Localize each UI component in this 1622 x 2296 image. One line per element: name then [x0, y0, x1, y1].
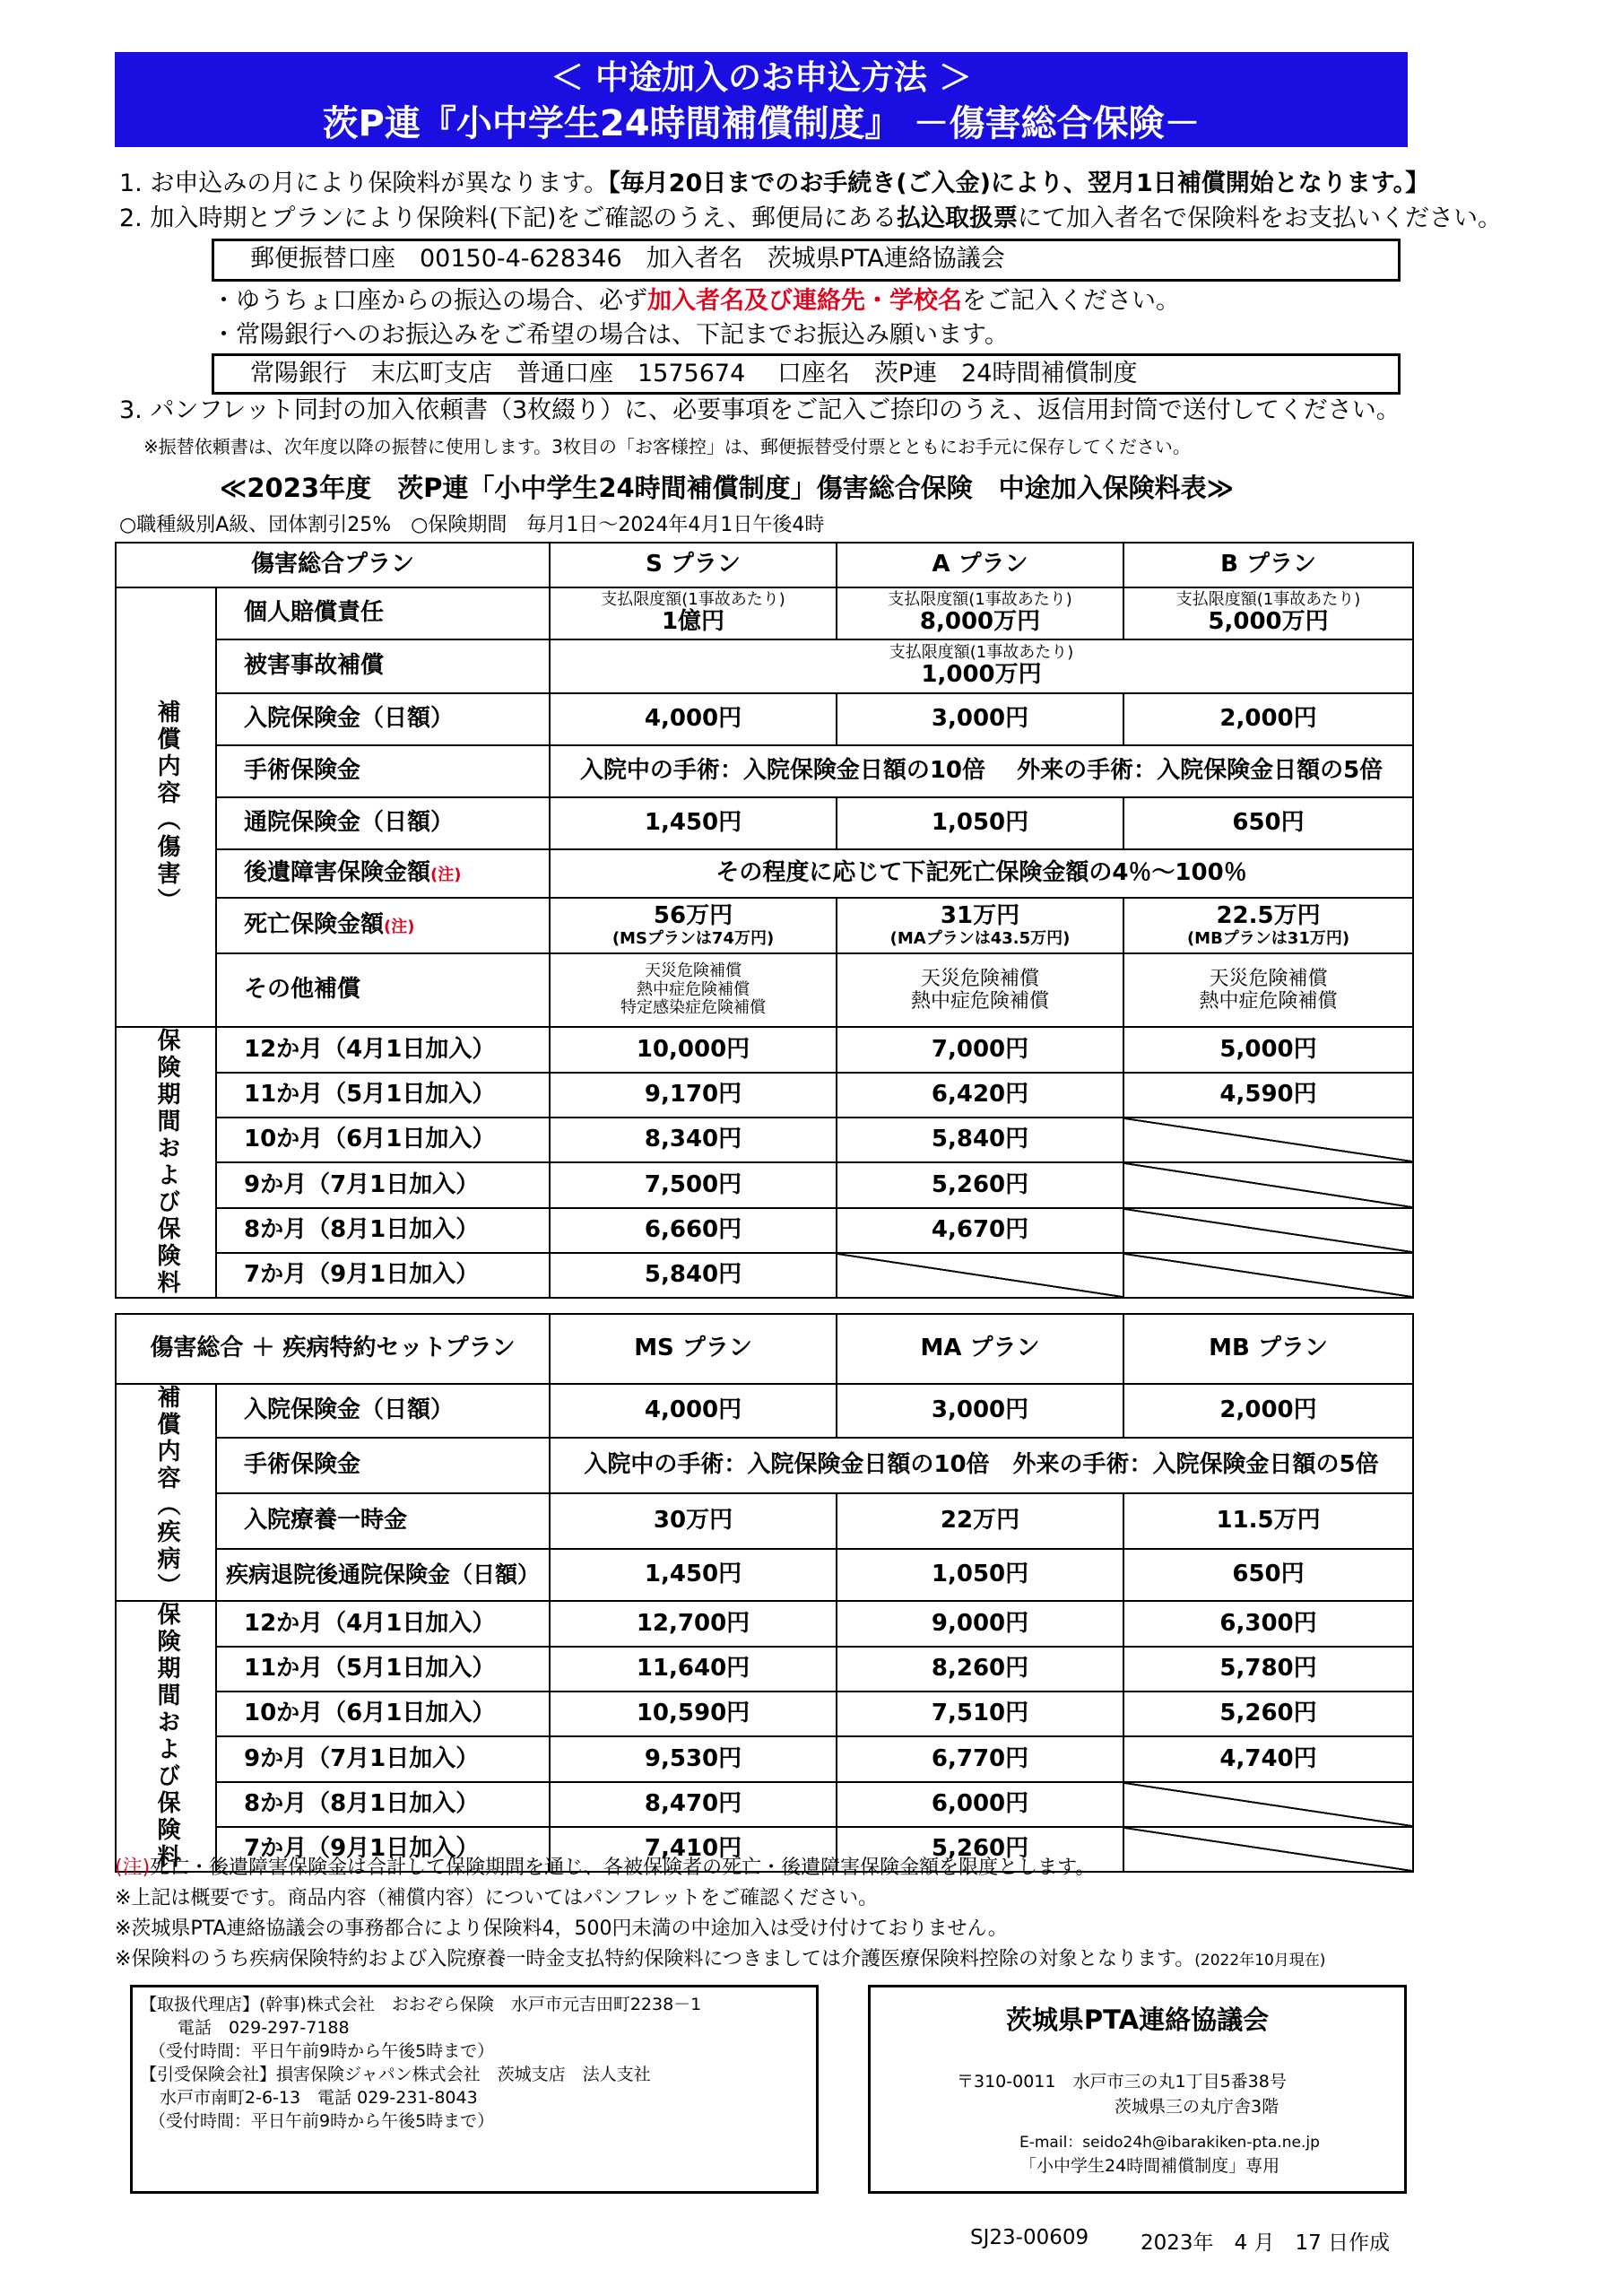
plan-ma-head: MA プラン	[837, 1314, 1123, 1384]
step-2: 2. 加入時期とプランにより保険料(下記)をご確認のうえ、郵便局にある払込取扱票にて加入者名で保険料をお支払いください。	[119, 204, 1503, 232]
plan-ms-head: MS プラン	[550, 1314, 837, 1384]
table-row: 被害事故補償 支払限度額(1事故あたり) 1,000万円	[116, 639, 1413, 693]
council-email: E-mail：seido24h@ibarakiken-pta.ne.jp	[1019, 2134, 1320, 2152]
doc-code: SJ23-00609	[970, 2226, 1089, 2249]
table-row: 手術保険金 入院中の手術：入院保険金日額の10倍 外来の手術：入院保険金日額の5倍	[116, 745, 1413, 797]
not-available-cell	[1123, 1253, 1413, 1298]
table-row: 8か月（8月1日加入） 8,470円 6,000円	[116, 1782, 1413, 1827]
table-row: 8か月（8月1日加入） 6,660円 4,670円	[116, 1208, 1413, 1253]
yucho-note: ・ゆうちょ口座からの振込の場合、必ず加入者名及び連絡先・学校名をご記入ください。	[212, 287, 1180, 315]
agency-box: 【取扱代理店】(幹事)株式会社 おおぞら保険 水戸市元吉田町2238－1 電話 029-297-7188 （受付時間：平日午前9時から午後5時まで） 【引受保険会社】損害保険ジャパン株式会社 茨城支店 法人支社 水戸市南町2-6-13 電話 029-231-8043 （受付時間：平日午前9時から午後5時まで）	[130, 1985, 819, 2194]
table-row: その他補償 天災危険補償 熱中症危険補償 特定感染症危険補償 天災危険補償 熱中症危険補償 天災危険補償 熱中症危険補償	[116, 953, 1413, 1027]
premium-group-label-2: 保険期間および保険料	[116, 1601, 216, 1872]
table-title: ≪2023年度 茨P連「小中学生24時間補償制度」傷害総合保険 中途加入保険料表≫	[220, 473, 1235, 503]
plan2-head-label: 傷害総合 ＋ 疾病特約セットプラン	[116, 1314, 550, 1384]
conditions: ○職種級別A級、団体割引25% ○保険期間 毎月1日～2024年4月1日午後4時	[119, 514, 825, 536]
plan1-head	[116, 543, 1413, 587]
premium-group-label: 保険期間および保険料	[116, 1027, 216, 1298]
plan-mb-head: MB プラン	[1123, 1314, 1413, 1384]
plan-a-head: A プラン	[837, 543, 1123, 587]
table-row: 保険期間および保険料 12か月（4月1日加入） 12,700円 9,000円 6,300円	[116, 1601, 1413, 1647]
step-1: 1. お申込みの月により保険料が異なります。【毎月20日までのお手続き(ご入金)により、翌月1日補償開始となります。】	[119, 170, 1430, 197]
table-row: 9か月（7月1日加入） 7,500円 5,260円	[116, 1162, 1413, 1207]
plan-b-head: B プラン	[1123, 543, 1413, 587]
notes	[115, 1853, 1325, 1976]
table-row: 7か月（9月1日加入） 7,410円 5,260円	[116, 1827, 1413, 1872]
table-row: 手術保険金 入院中の手術：入院保険金日額の10倍 外来の手術：入院保険金日額の5倍	[116, 1438, 1413, 1493]
title-line2: 茨P連『小中学生24時間補償制度』 －傷害総合保険－	[322, 103, 1201, 144]
note-1: (注)死亡・後遺障害保険金は合計して保険期間を通じ、各被保険者の死亡・後遺障害保険金額を限度とします。	[115, 1857, 1096, 1879]
step-3: 3. パンフレット同封の加入依頼書（3枚綴り）に、必要事項をご記入ご捺印のうえ、返信用封筒で送付してください。	[119, 396, 1401, 424]
note-4: ※保険料のうち疾病保険特約および入院療養一時金支払特約保険料につきましては介護医療保険料控除の対象となります。(2022年10月現在)	[115, 1948, 1326, 1970]
table-row: 保険期間および保険料 12か月（4月1日加入） 10,000円 7,000円 5,000円	[116, 1027, 1413, 1073]
note-2: ※上記は概要です。商品内容（補償内容）についてはパンフレットをご確認ください。	[115, 1887, 879, 1909]
table-row: 入院療養一時金 30万円 22万円 11.5万円	[116, 1493, 1413, 1549]
table-row: 補償内容（疾病） 入院保険金（日額） 4,000円 3,000円 2,000円	[116, 1384, 1413, 1438]
not-available-cell	[1123, 1208, 1413, 1253]
note-3: ※茨城県PTA連絡協議会の事務都合により保険料4，500円未満の中途加入は受け付けておりません。	[115, 1918, 1008, 1940]
table-row: 9か月（7月1日加入） 9,530円 6,770円 4,740円	[116, 1736, 1413, 1781]
council-box: 茨城県PTA連絡協議会 〒310-0011 水戸市三の丸1丁目5番38号 茨城県三の丸庁舎3階 E-mail：seido24h@ibarakiken-pta.ne.jp 「小中学生24時間補償制度」専用	[868, 1985, 1407, 2194]
table-row: 入院保険金（日額） 4,000円 3,000円 2,000円	[116, 693, 1413, 745]
plan2-table	[115, 1313, 1414, 1873]
title-banner	[115, 52, 1408, 147]
plan1-table	[115, 542, 1414, 1299]
table-row: 10か月（6月1日加入） 8,340円 5,840円	[116, 1118, 1413, 1162]
not-available-cell	[1123, 1162, 1413, 1207]
plan-s-head: S プラン	[550, 543, 837, 587]
table-row: 疾病退院後通院保険金（日額） 1,450円 1,050円 650円	[116, 1549, 1413, 1601]
table-row: 通院保険金（日額） 1,450円 1,050円 650円	[116, 797, 1413, 849]
table-row: 10か月（6月1日加入） 10,590円 7,510円 5,260円	[116, 1692, 1413, 1736]
step-3-note: ※振替依頼書は、次年度以降の振替に使用します。3枚目の「お客様控」は、郵便振替受付票とともにお手元に保存してください。	[143, 436, 1191, 457]
table-row: 11か月（5月1日加入） 11,640円 8,260円 5,780円	[116, 1647, 1413, 1692]
table-row: 7か月（9月1日加入） 5,840円	[116, 1253, 1413, 1298]
plan2-head	[116, 1314, 1413, 1384]
not-available-cell	[1123, 1782, 1413, 1827]
coverage-group-label: 補償内容（傷害）	[116, 587, 216, 1027]
not-available-cell	[837, 1253, 1123, 1298]
not-available-cell	[1123, 1118, 1413, 1162]
table-row: 補償内容（傷害） 個人賠償責任 支払限度額(1事故あたり) 1億円 支払限度額(1事故あたり) 8,000万円 支払限度額(1事故あたり) 5,000万円	[116, 587, 1413, 639]
bank-account-box: 常陽銀行 末広町支店 普通口座 1575674 口座名 茨P連 24時間補償制度	[212, 353, 1401, 395]
table-row: 後遺障害保険金額(注) その程度に応じて下記死亡保険金額の4％～100％	[116, 849, 1413, 898]
postal-account-box: 郵便振替口座 00150-4-628346 加入者名 茨城県PTA連絡協議会	[212, 239, 1401, 282]
table-row: 11か月（5月1日加入） 9,170円 6,420円 4,590円	[116, 1073, 1413, 1118]
table-row: 死亡保険金額(注) 56万円 (MSプランは74万円) 31万円 (MAプランは43.5万円) 22.5万円 (MBプランは31万円)	[116, 898, 1413, 953]
doc-date: 2023年 4 月 17 日作成	[1141, 2231, 1391, 2255]
title-line1: ＜ 中途加入のお申込方法 ＞	[551, 58, 972, 97]
joyo-note: ・常陽銀行へのお振込みをご希望の場合は、下記までお振込み願います。	[212, 321, 1009, 349]
illness-group-label: 補償内容（疾病）	[116, 1384, 216, 1601]
council-name: 茨城県PTA連絡協議会	[1005, 2005, 1270, 2035]
plan1-head-label: 傷害総合プラン	[116, 543, 550, 587]
